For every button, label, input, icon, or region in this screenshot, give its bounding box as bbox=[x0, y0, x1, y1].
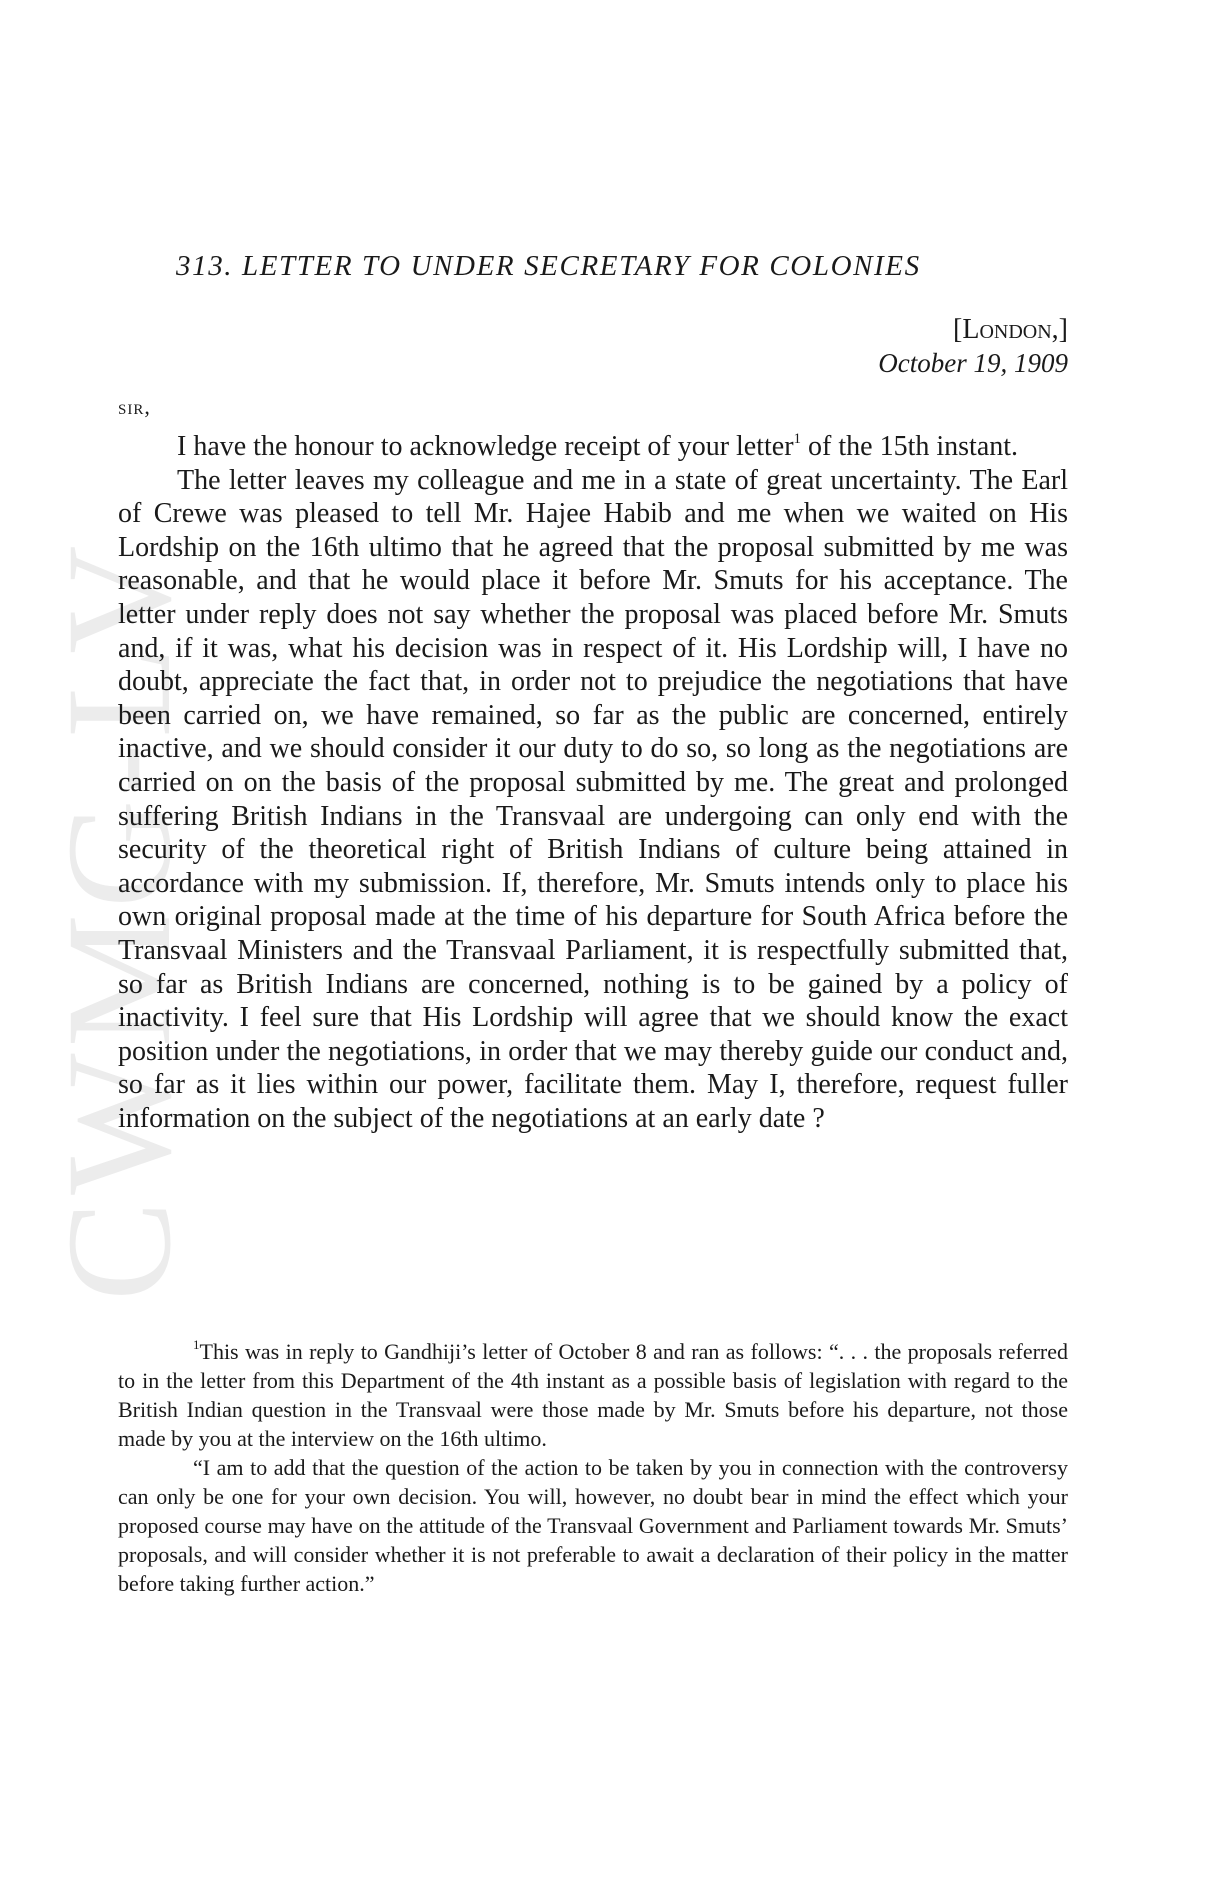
footnote-1: $^1$This was in reply to Gandhiji’s letter of October 8 and ran as follows: “. . . the proposals referred to in the letter from this Department of the 4th instant as a possible basis of legislation with regard to the British Indian question in the Transvaal were those made by Mr. Smuts before his departure, not those made by you at the interview on the 16th ultimo. bbox=[118, 1337, 1068, 1451]
footnote-1-continuation: “I am to add that the question of the action to be taken by you in connection with the controversy can only be one for your own decision. You will, however, no doubt bear in mind the effect which your proposed course may have on the attitude of the Transvaal Government and Parliament towards Mr. Smuts’ proposals, and will consider whether it is not preferable to await a declaration of their policy in the matter before taking further action.” bbox=[118, 1455, 1068, 1596]
paragraph-1: I have the honour to acknowledge receipt of your letter$^1$ of the 15th instant. bbox=[177, 431, 1019, 462]
letter-body bbox=[118, 430, 1068, 1135]
watermark: CWMG-LV bbox=[36, 539, 202, 1301]
document-heading: 313. LETTER TO UNDER SECRETARY FOR COLONIES bbox=[176, 250, 921, 282]
paragraph-2: The letter leaves my colleague and me in a state of great uncertainty. The Earl of Crewe was pleased to tell Mr. Hajee Habib and me when we waited on His Lordship on the 16th ultimo that he agreed that the proposal submitted by me was reasonable, and that he would place it before Mr. Smuts for his acceptance. The letter under reply does not say whether the proposal was placed before Mr. Smuts and, if it was, what his decision was in respect of it. His Lordship will, I have no doubt, appreciate the fact that, in order not to prejudice the negotiations that have been carried on, we have remained, so far as the public are concerned, entirely inactive, and we should consider it our duty to do so, so long as the negotiations are carried on on the basis of the proposal submitted by me. The great and prolonged suffering British Indians in the Transvaal are undergoing can only end with the security of the theoretical right of British Indians of culture being attained in accordance with my submission. If, therefore, Mr. Smuts intends only to place his own original proposal made at the time of his departure for South Africa before the Transvaal Ministers and the Transvaal Parliament, it is respectfully submitted that, so far as British Indians are concerned, nothing is to be gained by a policy of inactivity. I feel sure that His Lordship will agree that we should know the exact position under the negotiations, in order that we may thereby guide our conduct and, so far as it lies within our power, facilitate them. May I, therefore, request fuller information on the subject of the negotiations at an early date ? bbox=[118, 464, 1068, 1134]
footnote-marker: 1 bbox=[193, 1337, 200, 1352]
letter-place: [London,] bbox=[953, 314, 1068, 345]
letter-date: October 19, 1909 bbox=[878, 348, 1068, 378]
footnotes bbox=[118, 1337, 1068, 1598]
footnote-reference: 1 bbox=[793, 431, 802, 447]
salutation: sir, bbox=[118, 394, 151, 419]
